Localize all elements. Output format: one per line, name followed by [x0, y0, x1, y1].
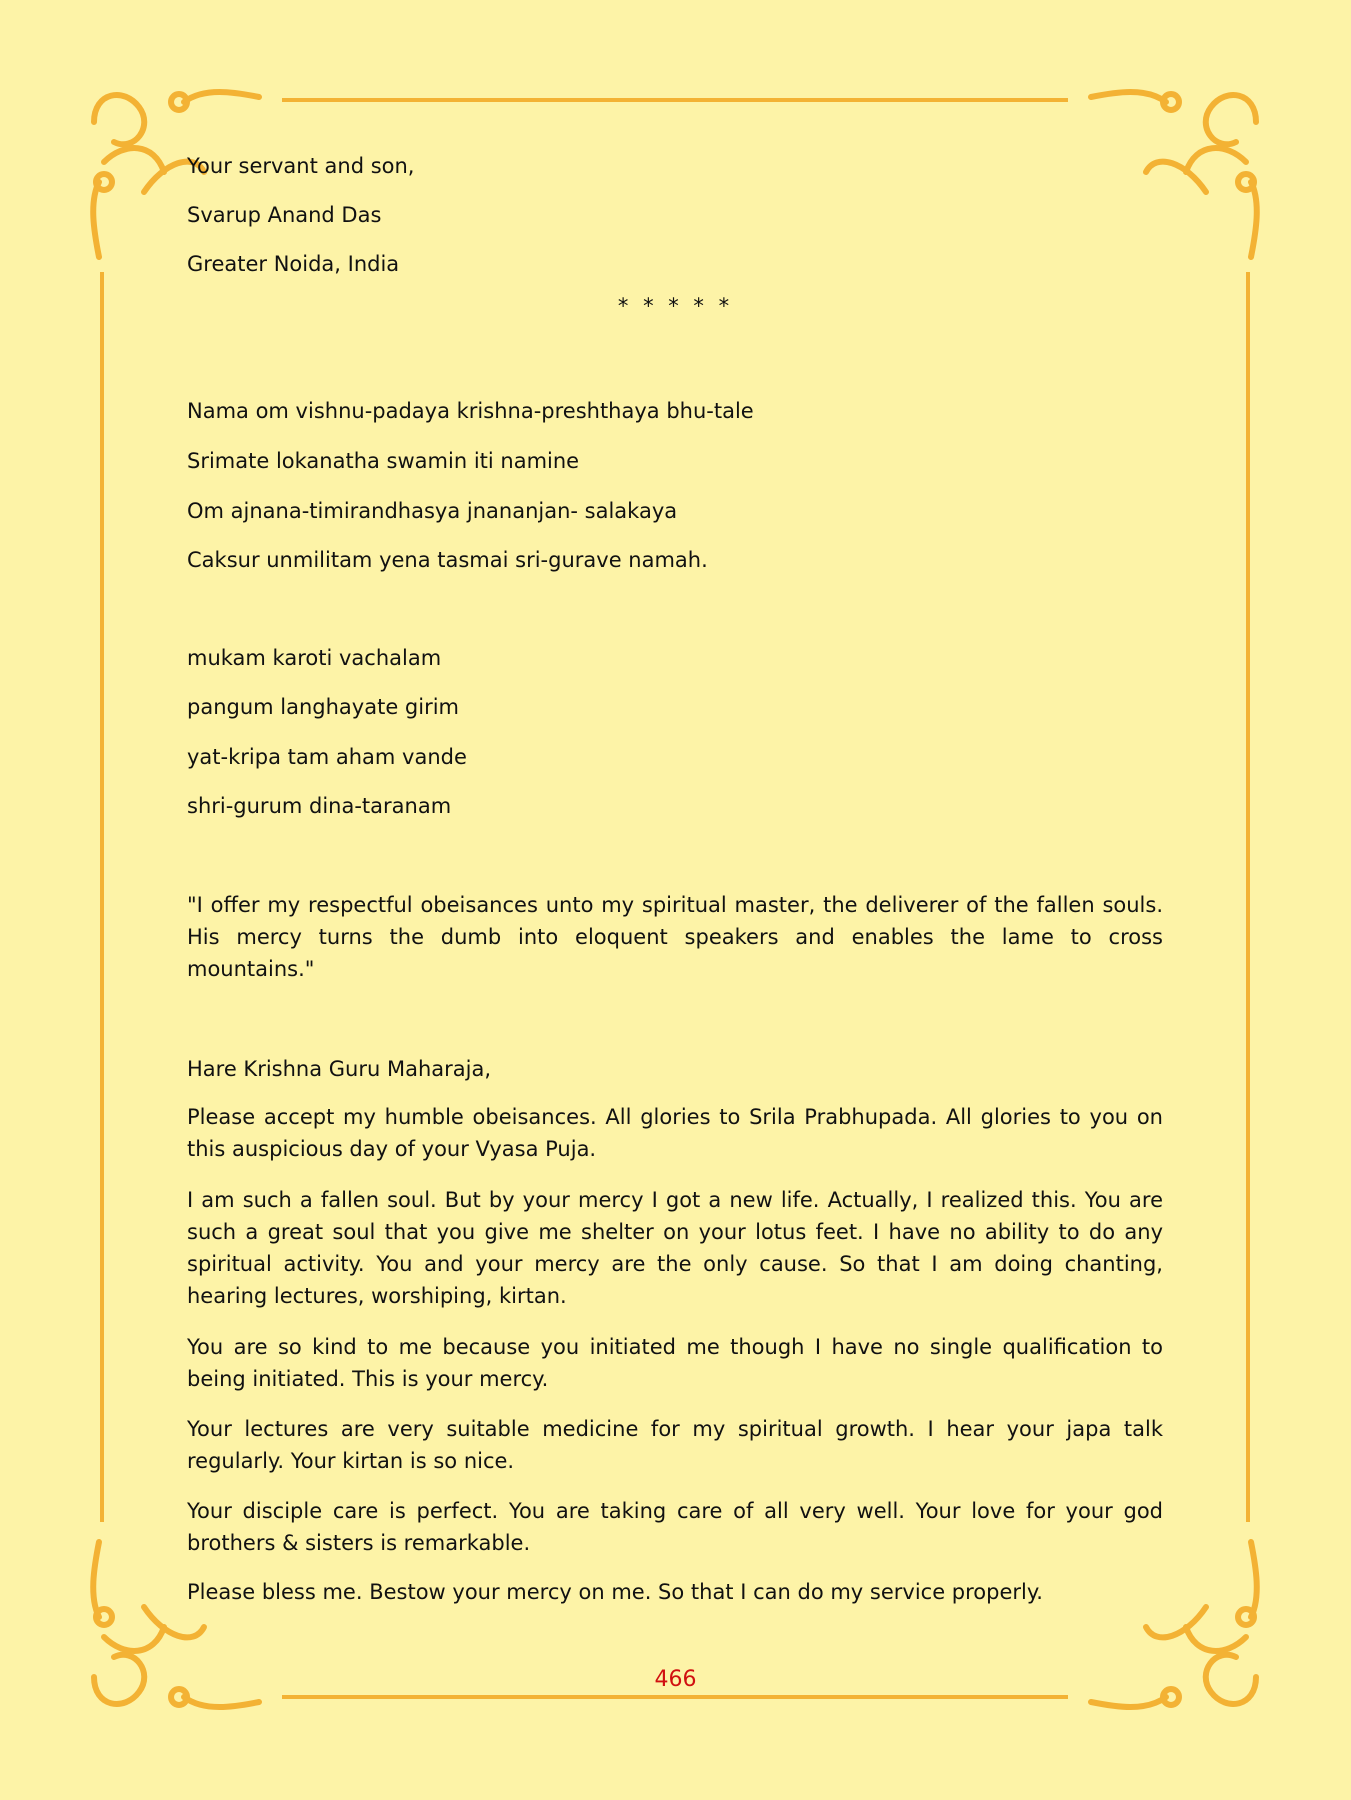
- border-bottom: [282, 1695, 1068, 1699]
- verse-line: pangum langhayate girim: [187, 695, 460, 719]
- border-right: [1246, 272, 1250, 1522]
- closing-line: Your servant and son,: [187, 154, 415, 178]
- border-left: [100, 272, 104, 1522]
- author-name: Svarup Anand Das: [187, 203, 382, 227]
- verse-line: shri-gurum dina-taranam: [187, 794, 452, 818]
- letter-paragraph: Please bless me. Bestow your mercy on me. So that I can do my service properly.: [187, 1580, 1043, 1604]
- letter-paragraph: I am such a fallen soul. But by your mercy I got a new life. Actually, I realized this. You are such a great soul that you give me shelter on your lotus feet. I have no ability to do any spiritual activity. You and your mercy are the only cause. So that I am doing chanting, hearing lectures, worshiping, kirtan.: [187, 1188, 1163, 1308]
- author-location: Greater Noida, India: [187, 252, 400, 276]
- page-number: 466: [654, 1667, 697, 1692]
- border-top: [282, 98, 1068, 102]
- salutation: Hare Krishna Guru Maharaja,: [187, 1057, 492, 1081]
- letter-paragraph: You are so kind to me because you initiated me though I have no single qualification to being initiated. This is your mercy.: [187, 1335, 1163, 1391]
- section-separator: * * * * *: [617, 294, 734, 318]
- letter-paragraph: Your disciple care is perfect. You are taking care of all very well. Your love for your god brothers & sisters is remarkable.: [187, 1499, 1163, 1555]
- verse-line: yat-kripa tam aham vande: [187, 745, 467, 769]
- verse-line: mukam karoti vachalam: [187, 646, 442, 670]
- verse-line: Caksur unmilitam yena tasmai sri-gurave namah.: [187, 548, 708, 572]
- verse-line: Srimate lokanatha swamin iti namine: [187, 449, 580, 473]
- verse-line: Nama om vishnu-padaya krishna-preshthaya bhu-tale: [187, 399, 754, 423]
- letter-paragraph: Please accept my humble obeisances. All glories to Srila Prabhupada. All glories to you on this auspicious day of your Vyasa Puja.: [187, 1105, 1163, 1161]
- verse-line: Om ajnana-timirandhasya jnananjan- salakaya: [187, 499, 678, 523]
- letter-paragraph: Your lectures are very suitable medicine for my spiritual growth. I hear your japa talk regularly. Your kirtan is so nice.: [187, 1417, 1163, 1473]
- translation-paragraph: "I offer my respectful obeisances unto my spiritual master, the deliverer of the fallen souls. His mercy turns the dumb into eloquent speakers and enables the lame to cross mountains.": [187, 893, 1163, 981]
